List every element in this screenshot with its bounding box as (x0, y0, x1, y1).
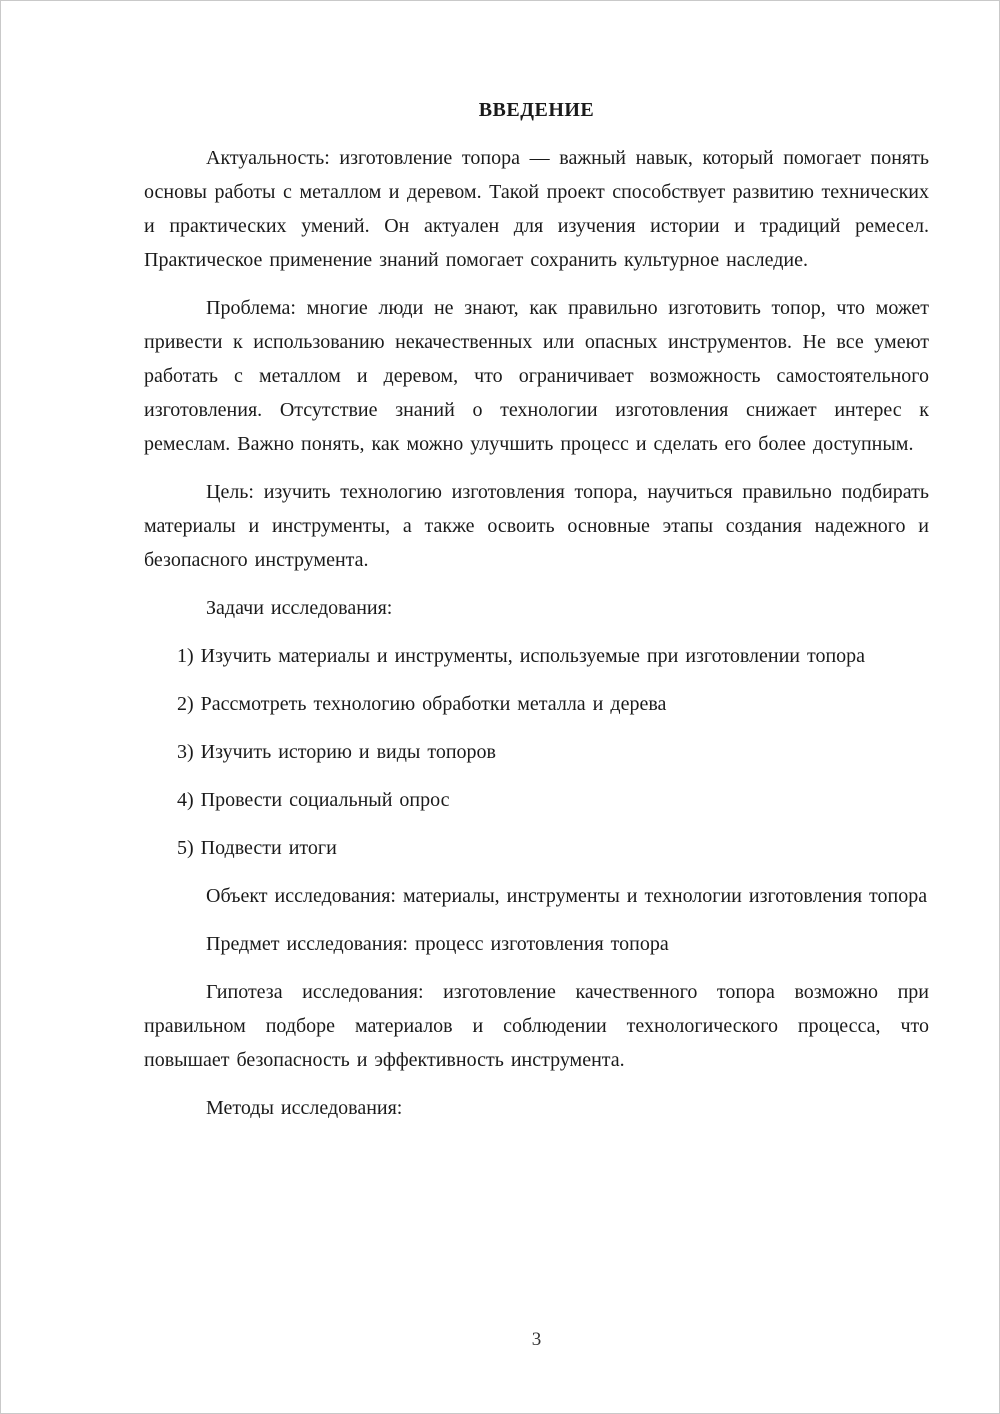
paragraph-relevance: Актуальность: изготовление топора — важный навык, который помогает понять основы работы с металлом и деревом. Такой проект способствует развитию технических и практических умений. Он актуален для изучения истории и традиций ремесел. Практическое применение знаний помогает сохранить культурное наследие. (144, 147, 929, 271)
tasks-heading: Задачи исследования: (206, 597, 393, 619)
page-title: ВВЕДЕНИЕ (478, 99, 595, 121)
task-item-5: 5) Подвести итоги (177, 837, 337, 859)
paragraph-object: Объект исследования: материалы, инструменты и технологии изготовления топора (206, 885, 928, 907)
task-item-4: 4) Провести социальный опрос (177, 789, 450, 811)
task-item-1: 1) Изучить материалы и инструменты, используемые при изготовлении топора (177, 645, 866, 667)
task-item-2: 2) Рассмотреть технологию обработки металла и дерева (177, 693, 667, 715)
paragraph-hypothesis: Гипотеза исследования: изготовление качественного топора возможно при правильном подборе материалов и соблюдении технологического процесса, что повышает безопасность и эффективность инструмента. (144, 981, 929, 1071)
paragraph-subject: Предмет исследования: процесс изготовления топора (206, 933, 669, 955)
page-number: 3 (531, 1329, 542, 1350)
methods-heading: Методы исследования: (206, 1097, 403, 1119)
paragraph-problem: Проблема: многие люди не знают, как правильно изготовить топор, что может привести к использованию некачественных или опасных инструментов. Не все умеют работать с металлом и деревом, что ограничивает возможность самостоятельного изготовления. Отсутствие знаний о технологии изготовления снижает интерес к ремеслам. Важно понять, как можно улучшить процесс и сделать его более доступным. (144, 297, 929, 455)
paragraph-goal: Цель: изучить технологию изготовления топора, научиться правильно подбирать материалы и инструменты, а также освоить основные этапы создания надежного и безопасного инструмента. (144, 481, 929, 571)
task-item-3: 3) Изучить историю и виды топоров (177, 741, 496, 763)
